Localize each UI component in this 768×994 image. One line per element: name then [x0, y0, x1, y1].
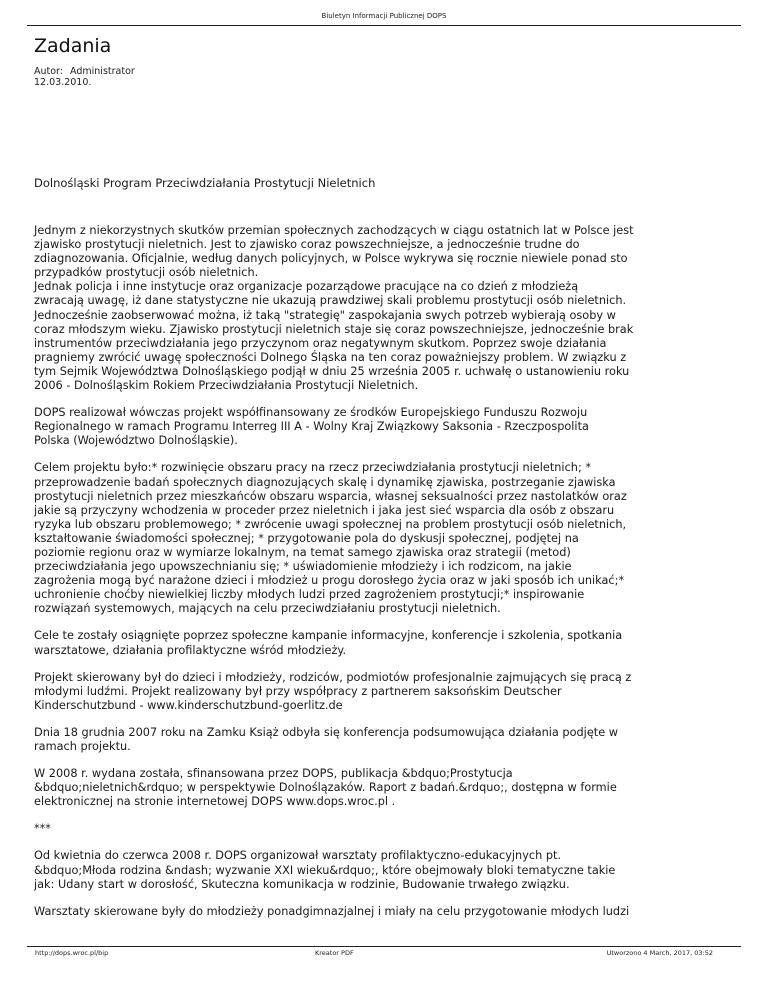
- paragraph-line: Jednocześnie zaobserwować można, iż taką "strategię" zaspokajania swych potrzeb wybierają osoby w: [34, 308, 616, 322]
- paragraph-line: kształtowanie świadomości społecznej; * przygotowanie pola do dyskusji społecznej, podjętej na: [34, 531, 579, 545]
- paragraph-line: Kinderschutzbund - www.kinderschutzbund-goerlitz.de: [34, 698, 343, 712]
- paragraph-line: Polska (Województwo Dolnośląskie).: [34, 434, 238, 448]
- author-name: Administrator: [70, 66, 135, 77]
- paragraph-line: młodymi ludźmi. Projekt realizowany był przy współpracy z partnerem saksońskim Deutscher: [34, 684, 562, 698]
- paragraph-line: Od kwietnia do czerwca 2008 r. DOPS organizował warsztaty profilaktyczno-edukacyjnych pt.: [34, 849, 562, 863]
- paragraph-line: elektronicznej na stronie internetowej DOPS www.dops.wroc.pl .: [34, 795, 396, 809]
- article-paragraph: [34, 224, 734, 393]
- paragraph-line: przypadków prostytucji osób nieletnich.: [34, 266, 259, 280]
- paragraph-line: Cele te zostały osiągnięte poprzez społeczne kampanie informacyjne, konferencje i szkolenia, spotkania: [34, 629, 623, 643]
- article-paragraph: [34, 849, 734, 891]
- article-paragraph: [34, 822, 734, 836]
- article-subtitle: Dolnośląski Program Przeciwdziałania Prostytucji Nieletnich: [34, 176, 376, 190]
- publish-date: 12.03.2010.: [34, 77, 92, 88]
- paragraph-line: przeprowadzenie badań społecznych diagnozujących skalę i dynamikę zjawiska, postrzeganie zjawiska: [34, 475, 616, 489]
- article-meta: [34, 66, 135, 88]
- paragraph-line: warsztatowe, działania profilaktyczne wśród młodzieży.: [34, 643, 347, 657]
- paragraph-line: instrumentów przeciwdziałania jego przyczynom oraz negatywnym skutkom. Poprzez swoje działania: [34, 336, 607, 350]
- paragraph-line: Dnia 18 grudnia 2007 roku na Zamku Książ odbyła się konferencja podsumowująca działania podjęte w: [34, 725, 618, 739]
- paragraph-line: Warsztaty skierowane były do młodzieży ponadgimnazjalnej i miały na celu przygotowanie młodych ludzi: [34, 904, 630, 918]
- header-text: Biuletyn Informacji Publicznej DOPS: [321, 12, 447, 20]
- paragraph-line: rozwiązań systemowych, mających na celu przeciwdziałaniu prostytucji nieletnich.: [34, 602, 501, 616]
- paragraph-line: poziomie regionu oraz w wymiarze lokalnym, na temat samego zjawiska oraz strategii (metod): [34, 545, 571, 559]
- paragraph-line: jakie są przyczyny wchodzenia w proceder przez nieletnich i jaka jest sieć wsparcia dla osób z obszaru: [34, 503, 615, 517]
- paragraph-line: prostytucji nieletnich przez mieszkańców obszaru wsparcia, własnej seksualności przez nastolatków oraz: [34, 489, 627, 503]
- paragraph-line: &bdquo;nieletnich&rdquo; w perspektywie Dolnoślązaków. Raport z badań.&rdquo;, dostępna w formie: [34, 781, 617, 795]
- footer-timestamp: Utworzono 4 March, 2017, 03:52: [606, 949, 713, 957]
- paragraph-line: uchronienie choćby niewielkiej liczby młodych ludzi przed zagrożeniem prostytucji;* inspirowanie: [34, 588, 585, 602]
- paragraph-line: coraz młodszym wieku. Zjawisko prostytucji nieletnich staje się coraz powszechniejsze, jednocześnie brak: [34, 322, 634, 336]
- paragraph-line: 2006 - Dolnośląskim Rokiem Przeciwdziałania Prostytucji Nieletnich.: [34, 379, 419, 393]
- page-footer: [27, 946, 741, 958]
- paragraph-line: jak: Udany start w dorosłość, Skuteczna komunikacja w rodzinie, Budowanie trwałego związku.: [34, 877, 570, 891]
- article-body: [34, 224, 734, 932]
- paragraph-line: Celem projektu było:* rozwinięcie obszaru pracy na rzecz przeciwdziałania prostytucji nieletnich; *: [34, 461, 591, 475]
- paragraph-line: Jednym z niekorzystnych skutków przemian społecznych zachodzących w ciągu ostatnich lat w Polsce jest: [34, 224, 634, 237]
- paragraph-line: W 2008 r. wydana została, sfinansowana przez DOPS, publikacja &bdquo;Prostytucja: [34, 767, 513, 781]
- author-label: Autor:: [34, 66, 63, 77]
- article-paragraph: [34, 629, 734, 657]
- footer-url: http://dops.wroc.pl/bip: [35, 949, 109, 957]
- paragraph-line: ***: [34, 822, 51, 836]
- paragraph-line: zdiagnozowania. Oficjalnie, według danych policyjnych, w Polsce wykrywa się rocznie niewiele ponad sto: [34, 252, 628, 266]
- paragraph-line: ramach projektu.: [34, 740, 131, 753]
- paragraph-line: zjawisko prostytucji nieletnich. Jest to zjawisko coraz powszechniejsze, a jednocześnie trudne do: [34, 238, 580, 252]
- paragraph-line: Projekt skierowany był do dzieci i młodzieży, rodziców, podmiotów profesjonalnie zajmujących się pracą z: [34, 670, 632, 684]
- article-paragraph: [34, 905, 734, 919]
- paragraph-line: zwracają uwagę, iż dane statystyczne nie ukazują prawdziwej skali problemu prostytucji osób nieletnich.: [34, 294, 627, 308]
- paragraph-line: zagrożenia mogą być narażone dzieci i młodzież u progu dorosłego życia oraz w jaki sposób ich unikać;*: [34, 574, 625, 588]
- paragraph-line: tym Sejmik Województwa Dolnośląskiego podjął w dniu 25 września 2005 r. uchwałę o ustanowieniu roku: [34, 364, 630, 378]
- paragraph-line: Jednak policja i inne instytucje oraz organizacje pozarządowe pracujące na co dzień z młodzieżą: [34, 280, 579, 294]
- article-paragraph: [34, 461, 734, 616]
- paragraph-line: pragniemy zwrócić uwagę społeczności Dolnego Śląska na ten coraz poważniejszy problem. W związku z: [34, 350, 627, 364]
- paragraph-line: przeciwdziałania jego upowszechnianiu się; * uświadomienie młodzieży i ich rodzicom, na jakie: [34, 560, 572, 574]
- paragraph-line: ryzyka lub obszaru problemowego; * zwrócenie uwagi społecznej na problem prostytucji osób nieletnich,: [34, 517, 627, 531]
- author-line: [34, 66, 135, 77]
- article-paragraph: [34, 671, 734, 713]
- page-title: Zadania: [34, 35, 112, 57]
- footer-generator: Kreator PDF: [315, 949, 354, 957]
- article-paragraph: [34, 406, 734, 448]
- article-paragraph: [34, 767, 734, 809]
- paragraph-line: DOPS realizował wówczas projekt współfinansowany ze środków Europejskiego Funduszu Rozwoju: [34, 406, 588, 420]
- paragraph-line: Regionalnego w ramach Programu Interreg III A - Wolny Kraj Związkowy Saksonia - Rzeczpospolita: [34, 420, 589, 434]
- page-header: [27, 0, 741, 26]
- paragraph-line: &bdquo;Młoda rodzina &ndash; wyzwanie XXI wieku&rdquo;, które obejmowały bloki tematyczne takie: [34, 863, 616, 877]
- article-paragraph: [34, 726, 734, 754]
